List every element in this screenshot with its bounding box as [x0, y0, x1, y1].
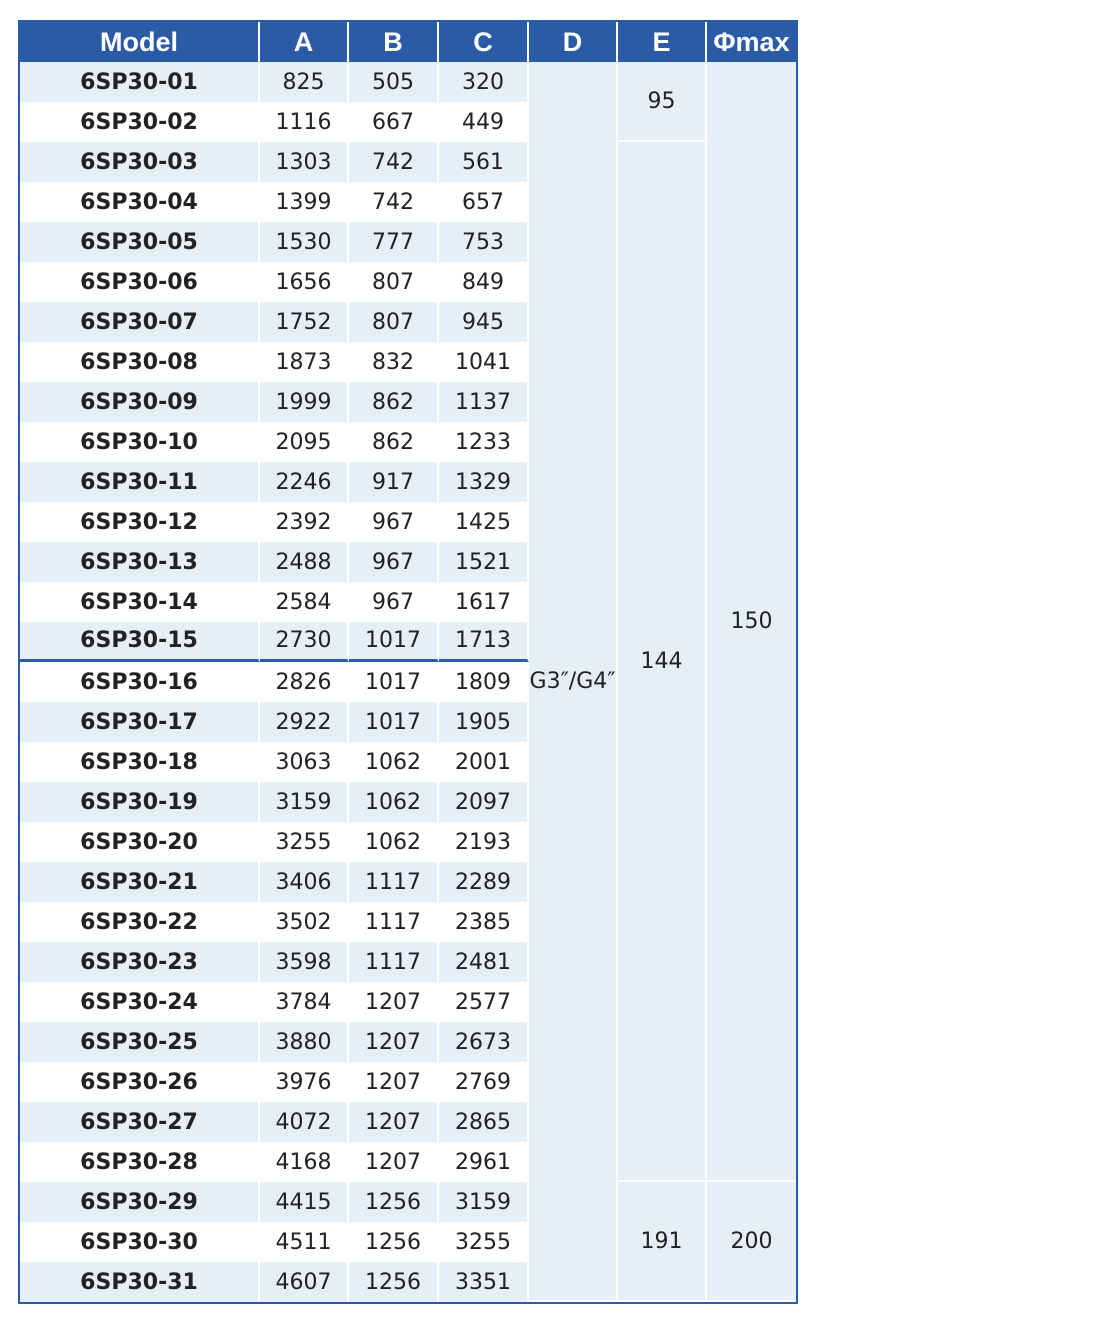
model-cell: 6SP30-21 [20, 862, 260, 902]
dimension-b-cell: 1207 [349, 1022, 439, 1062]
dimension-a-cell: 3255 [260, 822, 349, 862]
dimension-c-cell: 2289 [439, 862, 529, 902]
model-cell: 6SP30-29 [20, 1182, 260, 1222]
dimension-b-cell: 1256 [349, 1182, 439, 1222]
dimension-a-cell: 2488 [260, 542, 349, 582]
dimension-c-cell: 2193 [439, 822, 529, 862]
dimension-b-cell: 862 [349, 422, 439, 462]
dimension-a-cell: 3406 [260, 862, 349, 902]
dimension-a-cell: 4415 [260, 1182, 349, 1222]
dimension-b-cell: 832 [349, 342, 439, 382]
model-cell: 6SP30-15 [20, 622, 260, 662]
model-cell: 6SP30-14 [20, 582, 260, 622]
header-a: A [260, 22, 349, 62]
dimension-a-cell: 3159 [260, 782, 349, 822]
dimension-c-cell: 1521 [439, 542, 529, 582]
dimension-b-cell: 807 [349, 262, 439, 302]
dimension-c-cell: 1041 [439, 342, 529, 382]
model-cell: 6SP30-07 [20, 302, 260, 342]
dimension-a-cell: 2246 [260, 462, 349, 502]
dimension-c-cell: 2097 [439, 782, 529, 822]
dimension-b-cell: 742 [349, 142, 439, 182]
header-e: E [618, 22, 707, 62]
dimension-a-cell: 4072 [260, 1102, 349, 1142]
dimension-c-cell: 1905 [439, 702, 529, 742]
model-cell: 6SP30-11 [20, 462, 260, 502]
dimension-a-cell: 1752 [260, 302, 349, 342]
dimension-a-cell: 4607 [260, 1262, 349, 1302]
dimension-c-cell: 320 [439, 62, 529, 102]
dimension-a-cell: 1399 [260, 182, 349, 222]
model-cell: 6SP30-31 [20, 1262, 260, 1302]
dimension-b-cell: 777 [349, 222, 439, 262]
dimension-c-cell: 3351 [439, 1262, 529, 1302]
dimension-b-cell: 1207 [349, 1062, 439, 1102]
model-cell: 6SP30-17 [20, 702, 260, 742]
dimension-c-cell: 2577 [439, 982, 529, 1022]
model-cell: 6SP30-25 [20, 1022, 260, 1062]
model-cell: 6SP30-03 [20, 142, 260, 182]
dimension-b-cell: 1117 [349, 942, 439, 982]
dimension-c-cell: 1425 [439, 502, 529, 542]
table-row [20, 1182, 796, 1222]
dimension-b-cell: 1062 [349, 782, 439, 822]
dimension-a-cell: 3976 [260, 1062, 349, 1102]
model-cell: 6SP30-02 [20, 102, 260, 142]
dimension-c-cell: 2865 [439, 1102, 529, 1142]
dimension-a-cell: 3784 [260, 982, 349, 1022]
model-cell: 6SP30-24 [20, 982, 260, 1022]
dimension-b-cell: 1017 [349, 662, 439, 702]
dimension-c-cell: 1809 [439, 662, 529, 702]
table-body [20, 62, 796, 1302]
model-cell: 6SP30-16 [20, 662, 260, 702]
dimension-b-cell: 1207 [349, 982, 439, 1022]
model-cell: 6SP30-30 [20, 1222, 260, 1262]
dimension-c-cell: 1233 [439, 422, 529, 462]
dimension-a-cell: 1530 [260, 222, 349, 262]
dimension-a-cell: 2730 [260, 622, 349, 662]
dimension-a-cell: 1656 [260, 262, 349, 302]
dimension-b-cell: 807 [349, 302, 439, 342]
dimension-c-cell: 3159 [439, 1182, 529, 1222]
model-cell: 6SP30-20 [20, 822, 260, 862]
dimension-a-cell: 1999 [260, 382, 349, 422]
dimension-e-cell: 191 [618, 1182, 707, 1302]
dimension-b-cell: 1117 [349, 862, 439, 902]
dimension-a-cell: 4168 [260, 1142, 349, 1182]
dimension-c-cell: 1329 [439, 462, 529, 502]
dimension-b-cell: 742 [349, 182, 439, 222]
model-cell: 6SP30-12 [20, 502, 260, 542]
dimension-b-cell: 917 [349, 462, 439, 502]
dimension-b-cell: 862 [349, 382, 439, 422]
header-model: Model [20, 22, 260, 62]
dimension-a-cell: 2922 [260, 702, 349, 742]
dimension-b-cell: 1207 [349, 1142, 439, 1182]
dimension-a-cell: 2095 [260, 422, 349, 462]
model-cell: 6SP30-06 [20, 262, 260, 302]
phi-max-cell: 200 [707, 1182, 796, 1302]
pump-dimension-table [20, 22, 796, 1302]
dimension-c-cell: 2673 [439, 1022, 529, 1062]
header-d: D [529, 22, 618, 62]
dimension-b-cell: 505 [349, 62, 439, 102]
dimension-a-cell: 1116 [260, 102, 349, 142]
dimension-b-cell: 967 [349, 582, 439, 622]
connection-d-cell: G3″/G4″ [529, 62, 618, 1302]
phi-max-cell: 150 [707, 62, 796, 1182]
dimension-e-cell: 95 [618, 62, 707, 142]
dimension-a-cell: 2392 [260, 502, 349, 542]
header-phi-max: Φmax [707, 22, 796, 62]
model-cell: 6SP30-10 [20, 422, 260, 462]
dimension-c-cell: 2961 [439, 1142, 529, 1182]
dimension-b-cell: 1207 [349, 1102, 439, 1142]
table-header [20, 22, 796, 62]
dimension-c-cell: 2769 [439, 1062, 529, 1102]
dimension-b-cell: 1062 [349, 742, 439, 782]
dimension-b-cell: 1062 [349, 822, 439, 862]
dimension-a-cell: 3598 [260, 942, 349, 982]
model-cell: 6SP30-01 [20, 62, 260, 102]
dimension-a-cell: 1303 [260, 142, 349, 182]
model-cell: 6SP30-09 [20, 382, 260, 422]
dimension-a-cell: 2826 [260, 662, 349, 702]
dimension-c-cell: 2001 [439, 742, 529, 782]
dimension-c-cell: 753 [439, 222, 529, 262]
dimension-c-cell: 3255 [439, 1222, 529, 1262]
dimension-c-cell: 2481 [439, 942, 529, 982]
dimension-e-cell: 144 [618, 142, 707, 1182]
dimension-a-cell: 4511 [260, 1222, 349, 1262]
dimension-b-cell: 1256 [349, 1262, 439, 1302]
dimension-c-cell: 449 [439, 102, 529, 142]
model-cell: 6SP30-19 [20, 782, 260, 822]
dimension-c-cell: 1713 [439, 622, 529, 662]
dimension-b-cell: 967 [349, 502, 439, 542]
dimension-a-cell: 1873 [260, 342, 349, 382]
dimension-b-cell: 1017 [349, 702, 439, 742]
dimension-b-cell: 1117 [349, 902, 439, 942]
dimension-c-cell: 2385 [439, 902, 529, 942]
dimension-c-cell: 1617 [439, 582, 529, 622]
model-cell: 6SP30-08 [20, 342, 260, 382]
dimension-a-cell: 825 [260, 62, 349, 102]
model-cell: 6SP30-23 [20, 942, 260, 982]
model-cell: 6SP30-27 [20, 1102, 260, 1142]
dimension-b-cell: 1017 [349, 622, 439, 662]
table-row [20, 142, 796, 182]
dimension-b-cell: 1256 [349, 1222, 439, 1262]
model-cell: 6SP30-04 [20, 182, 260, 222]
dimension-c-cell: 849 [439, 262, 529, 302]
dimension-c-cell: 657 [439, 182, 529, 222]
model-cell: 6SP30-28 [20, 1142, 260, 1182]
dimension-c-cell: 1137 [439, 382, 529, 422]
table-row [20, 62, 796, 102]
header-c: C [439, 22, 529, 62]
dimension-c-cell: 945 [439, 302, 529, 342]
pump-dimension-table-frame [18, 20, 798, 1304]
model-cell: 6SP30-13 [20, 542, 260, 582]
model-cell: 6SP30-26 [20, 1062, 260, 1102]
dimension-a-cell: 3063 [260, 742, 349, 782]
dimension-a-cell: 3502 [260, 902, 349, 942]
dimension-b-cell: 667 [349, 102, 439, 142]
model-cell: 6SP30-05 [20, 222, 260, 262]
dimension-a-cell: 3880 [260, 1022, 349, 1062]
dimension-a-cell: 2584 [260, 582, 349, 622]
header-b: B [349, 22, 439, 62]
model-cell: 6SP30-22 [20, 902, 260, 942]
dimension-c-cell: 561 [439, 142, 529, 182]
model-cell: 6SP30-18 [20, 742, 260, 782]
header-row [20, 22, 796, 62]
dimension-b-cell: 967 [349, 542, 439, 582]
